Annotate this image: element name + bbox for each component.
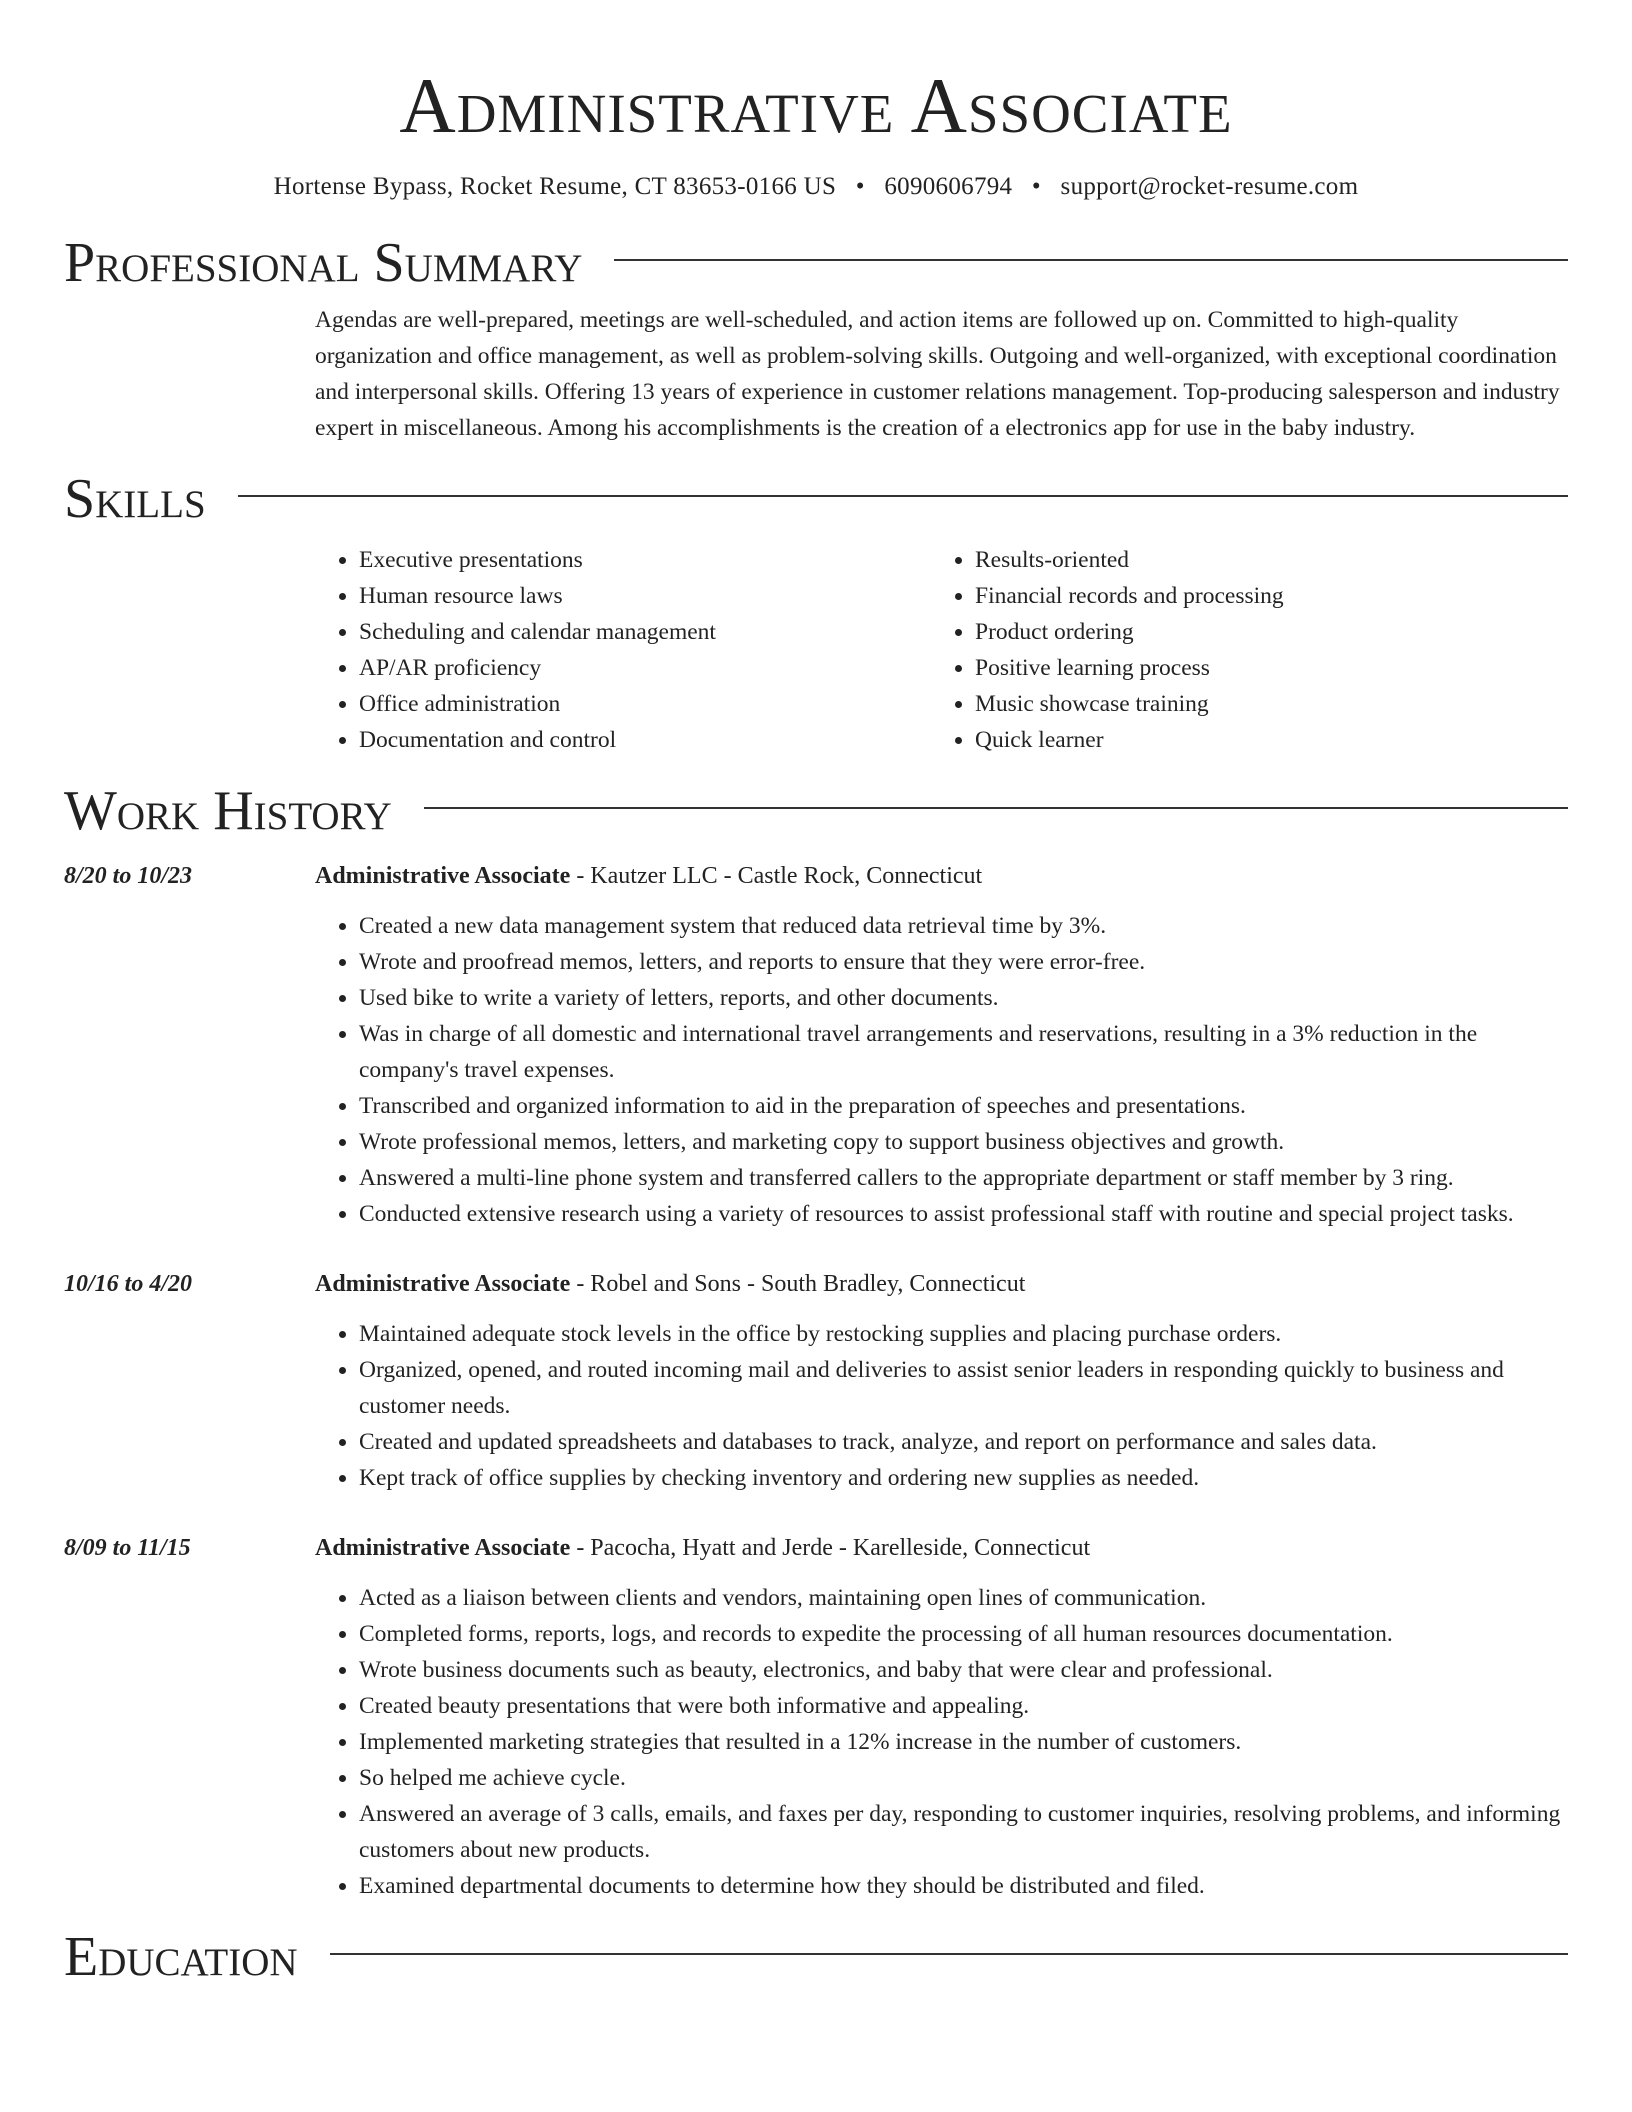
skill-item: • AP/AR proficiency — [359, 650, 931, 686]
skill-item: • Quick learner — [975, 722, 1547, 758]
contact-separator: • — [1031, 173, 1041, 200]
contact-email[interactable]: support@rocket-resume.com — [1060, 173, 1359, 200]
skills-list — [315, 542, 1568, 758]
job-bullet: • Acted as a liaison between clients and vendors, maintaining open lines of communication. — [359, 1580, 1568, 1616]
job-title-line — [315, 1530, 1568, 1566]
contact-address: Hortense Bypass, Rocket Resume, CT 83653-0166 US — [273, 173, 837, 200]
job-body — [315, 1530, 1568, 1904]
job-bullet: • Conducted extensive research using a variety of resources to assist professional staff with routine and special project tasks. — [359, 1196, 1568, 1232]
job-bullet: • Wrote and proofread memos, letters, and reports to ensure that they were error-free. — [359, 944, 1568, 980]
job-employer: - Kautzer LLC - Castle Rock, Connecticut — [570, 863, 983, 889]
skills-column-right — [931, 542, 1547, 758]
section-divider — [614, 259, 1568, 261]
job-body — [315, 1266, 1568, 1496]
summary-text: Agendas are well-prepared, meetings are well-scheduled, and action items are followed up on. Committed to high-quality organization and office management, as well as problem-solving skills. Outgoing and well-organized, with exceptional coordination and interpersonal skills. Offering 13 years of experience in customer relations management. Top-producing salesperson and industry expert in miscellaneous. Among his accomplishments is the creation of a electronics app for use in the baby industry. — [315, 307, 1560, 441]
contact-line — [64, 170, 1568, 204]
job-employer: - Pacocha, Hyatt and Jerde - Karelleside, Connecticut — [570, 1535, 1091, 1561]
job-title: Administrative Associate — [315, 863, 571, 889]
job-dates: 8/20 to 10/23 — [64, 863, 193, 889]
job-bullet: • Examined departmental documents to determine how they should be distributed and filed. — [359, 1868, 1568, 1904]
job-bullets — [315, 1316, 1568, 1496]
job-bullet: • Was in charge of all domestic and international travel arrangements and reservations, resulting in a 3% reduction in the company's travel expenses. — [359, 1016, 1568, 1088]
skill-item: • Product ordering — [975, 614, 1547, 650]
skill-item: • Office administration — [359, 686, 931, 722]
job-entry — [64, 858, 1568, 1232]
section-divider — [424, 807, 1568, 809]
job-title-line — [315, 858, 1568, 894]
skills-section-header — [64, 466, 1568, 532]
job-bullet: • Kept track of office supplies by checking inventory and ordering new supplies as needed. — [359, 1460, 1568, 1496]
job-bullet: • Answered an average of 3 calls, emails, and faxes per day, responding to customer inquiries, resolving problems, and informing customers about new products. — [359, 1796, 1568, 1868]
contact-phone: 6090606794 — [884, 173, 1013, 200]
job-bullets — [315, 1580, 1568, 1904]
job-bullet: • Created beauty presentations that were both informative and appealing. — [359, 1688, 1568, 1724]
job-entry — [64, 1530, 1568, 1904]
job-dates: 10/16 to 4/20 — [64, 1271, 193, 1297]
work-heading: Work History — [64, 780, 392, 842]
job-bullets — [315, 908, 1568, 1232]
job-bullet: • Created and updated spreadsheets and databases to track, analyze, and report on performance and sales data. — [359, 1424, 1568, 1460]
job-title: Administrative Associate — [315, 1535, 571, 1561]
skill-item: • Music showcase training — [975, 686, 1547, 722]
skill-item: • Executive presentations — [359, 542, 931, 578]
job-dates: 8/09 to 11/15 — [64, 1535, 191, 1561]
job-title: Administrative Associate — [315, 1271, 571, 1297]
job-bullet: • Transcribed and organized information to aid in the preparation of speeches and presentations. — [359, 1088, 1568, 1124]
education-heading: Education — [64, 1926, 298, 1988]
job-bullet: • Created a new data management system that reduced data retrieval time by 3%. — [359, 908, 1568, 944]
job-entry — [64, 1266, 1568, 1496]
education-section-header — [64, 1924, 1568, 1990]
job-employer: - Robel and Sons - South Bradley, Connecticut — [570, 1271, 1026, 1297]
summary-section-header — [64, 230, 1568, 296]
skills-column-left — [315, 542, 931, 758]
skills-heading: Skills — [64, 468, 206, 530]
section-divider — [330, 1953, 1568, 1955]
job-body — [315, 858, 1568, 1232]
candidate-name: Administrative Associate — [399, 62, 1233, 149]
job-bullet: • Used bike to write a variety of letters, reports, and other documents. — [359, 980, 1568, 1016]
job-bullet: • Organized, opened, and routed incoming mail and deliveries to assist senior leaders in responding quickly to business and customer needs. — [359, 1352, 1568, 1424]
work-section-header — [64, 778, 1568, 844]
skill-item: • Documentation and control — [359, 722, 931, 758]
job-title-line — [315, 1266, 1568, 1302]
job-bullet: • Maintained adequate stock levels in the office by restocking supplies and placing purchase orders. — [359, 1316, 1568, 1352]
skill-item: • Positive learning process — [975, 650, 1547, 686]
contact-separator: • — [855, 173, 865, 200]
summary-heading: Professional Summary — [64, 232, 583, 294]
job-bullet: • Wrote professional memos, letters, and marketing copy to support business objectives and growth. — [359, 1124, 1568, 1160]
skill-item: • Human resource laws — [359, 578, 931, 614]
resume-page — [64, 0, 1568, 1990]
section-divider — [238, 495, 1568, 497]
job-bullet: • Answered a multi-line phone system and transferred callers to the appropriate department or staff member by 3 ring. — [359, 1160, 1568, 1196]
skill-item: • Financial records and processing — [975, 578, 1547, 614]
job-bullet: • Completed forms, reports, logs, and records to expedite the processing of all human resources documentation. — [359, 1616, 1568, 1652]
job-bullet: • Wrote business documents such as beauty, electronics, and baby that were clear and professional. — [359, 1652, 1568, 1688]
skill-item: • Results-oriented — [975, 542, 1547, 578]
job-bullet: • Implemented marketing strategies that resulted in a 12% increase in the number of customers. — [359, 1724, 1568, 1760]
job-bullet: • So helped me achieve cycle. — [359, 1760, 1568, 1796]
skill-item: • Scheduling and calendar management — [359, 614, 931, 650]
